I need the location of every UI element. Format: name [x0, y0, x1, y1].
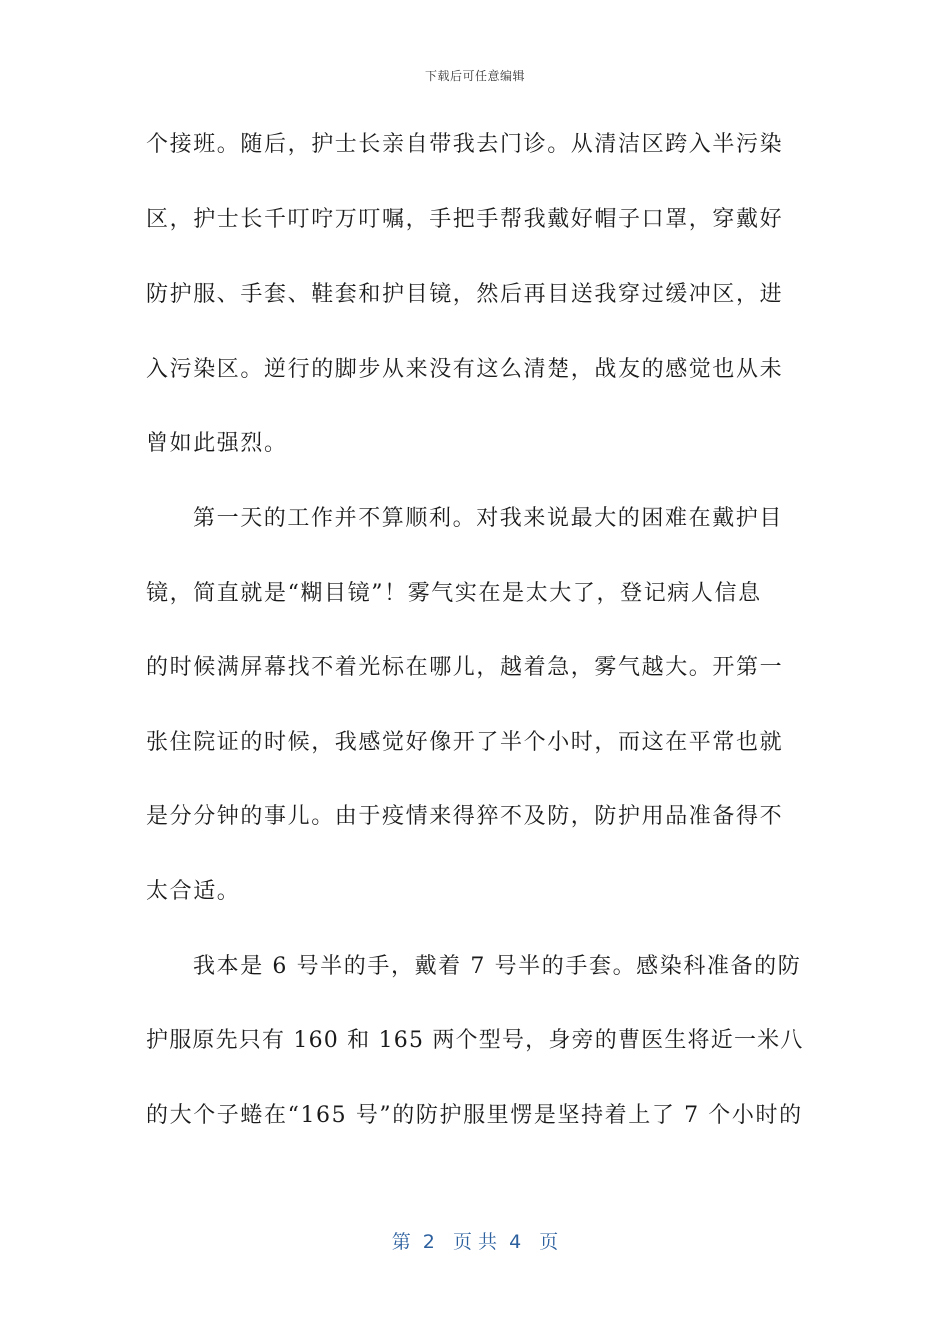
text-line: 镜，简直就是“糊目镜”！雾气实在是太大了，登记病人信息 [146, 581, 762, 606]
text-line: 的大个子蜷在“165 号”的防护服里愣是坚持着上了 7 个小时的 [146, 1103, 803, 1128]
text-line: 是分分钟的事儿。由于疫情来得猝不及防，防护用品准备得不 [146, 804, 784, 829]
text-line: 防护服、手套、鞋套和护目镜，然后再目送我穿过缓冲区，进 [146, 282, 784, 307]
page-header-note: 下载后可任意编辑 [424, 69, 525, 83]
text-line: 的时候满屏幕找不着光标在哪儿，越着急，雾气越大。开第一 [146, 655, 784, 680]
text-line: 第一天的工作并不算顺利。对我来说最大的困难在戴护目 [193, 506, 784, 531]
text-line: 张住院证的时候，我感觉好像开了半个小时，而这在平常也就 [146, 730, 784, 755]
text-line: 曾如此强烈。 [146, 431, 288, 456]
text-line: 我本是 6 号半的手，戴着 7 号半的手套。感染科准备的防 [193, 954, 802, 979]
text-line: 护服原先只有 160 和 165 两个型号，身旁的曹医生将近一米八 [146, 1028, 804, 1053]
text-line: 入污染区。逆行的脚步从来没有这么清楚，战友的感觉也从未 [146, 357, 784, 382]
page-footer-pagination: 第 2 页 共 4 页 [391, 1231, 559, 1253]
text-line: 个接班。随后，护士长亲自带我去门诊。从清洁区跨入半污染 [146, 132, 784, 157]
text-line: 区，护士长千叮咛万叮嘱，手把手帮我戴好帽子口罩，穿戴好 [146, 207, 784, 232]
text-line: 太合适。 [146, 879, 241, 904]
